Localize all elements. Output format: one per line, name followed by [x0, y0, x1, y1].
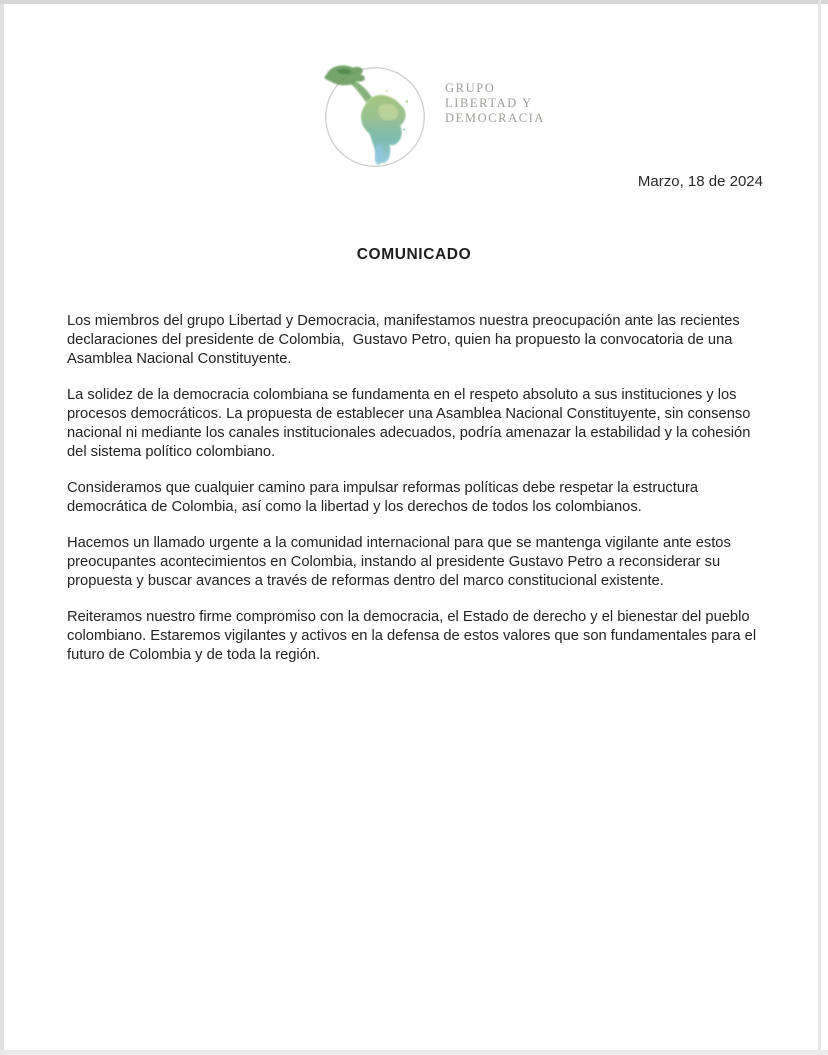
document-body: [67, 312, 769, 682]
org-logo: [315, 57, 575, 177]
page-edge-top: [0, 0, 828, 4]
latin-america-map-icon: [315, 59, 435, 175]
page-edge-bottom: [0, 1050, 828, 1055]
page-edge-right: [818, 0, 821, 1055]
document-title: COMUNICADO: [356, 246, 472, 263]
org-name-line-3: DEMOCRACIA: [445, 110, 546, 125]
org-name-line-1: GRUPO: [445, 80, 496, 95]
paragraph-5: Reiteramos nuestro firme compromiso con la democracia, el Estado de derecho y el bienestar del pueblo colombiano. Estaremos vigilantes y activos en la defensa de estos valores que son fundamentales para el futuro de Colombia y de toda la región.: [67, 609, 761, 663]
page-edge-left: [0, 4, 4, 1055]
paragraph-4: Hacemos un llamado urgente a la comunidad internacional para que se mantenga vigilante ante estos preocupantes acontecimientos en Colombia, instando al presidente Gustavo Petro a reconsiderar su propuesta y buscar avances a través de reformas dentro del marco constitucional existente.: [67, 535, 735, 589]
org-name-line-2: LIBERTAD Y: [445, 95, 533, 110]
paragraph-2: La solidez de la democracia colombiana se fundamenta en el respeto absoluto a sus instituciones y los procesos democráticos. La propuesta de establecer una Asamblea Nacional Constituyente, sin consenso nacional ni mediante los canales institucionales adecuados, podría amenazar la estabilidad y la cohesión del sistema político colombiano.: [67, 387, 755, 460]
paragraph-1: Los miembros del grupo Libertad y Democracia, manifestamos nuestra preocupación ante las recientes declaraciones del presidente de Colombia, Gustavo Petro, quien ha propuesto la convocatoria de una Asamblea Nacional Constituyente.: [67, 313, 744, 367]
org-name: [445, 81, 545, 126]
document-date: Marzo, 18 de 2024: [637, 173, 763, 190]
paragraph-3: Consideramos que cualquier camino para impulsar reformas políticas debe respetar la estructura democrática de Colombia, así como la libertad y los derechos de todos los colombianos.: [67, 480, 703, 515]
